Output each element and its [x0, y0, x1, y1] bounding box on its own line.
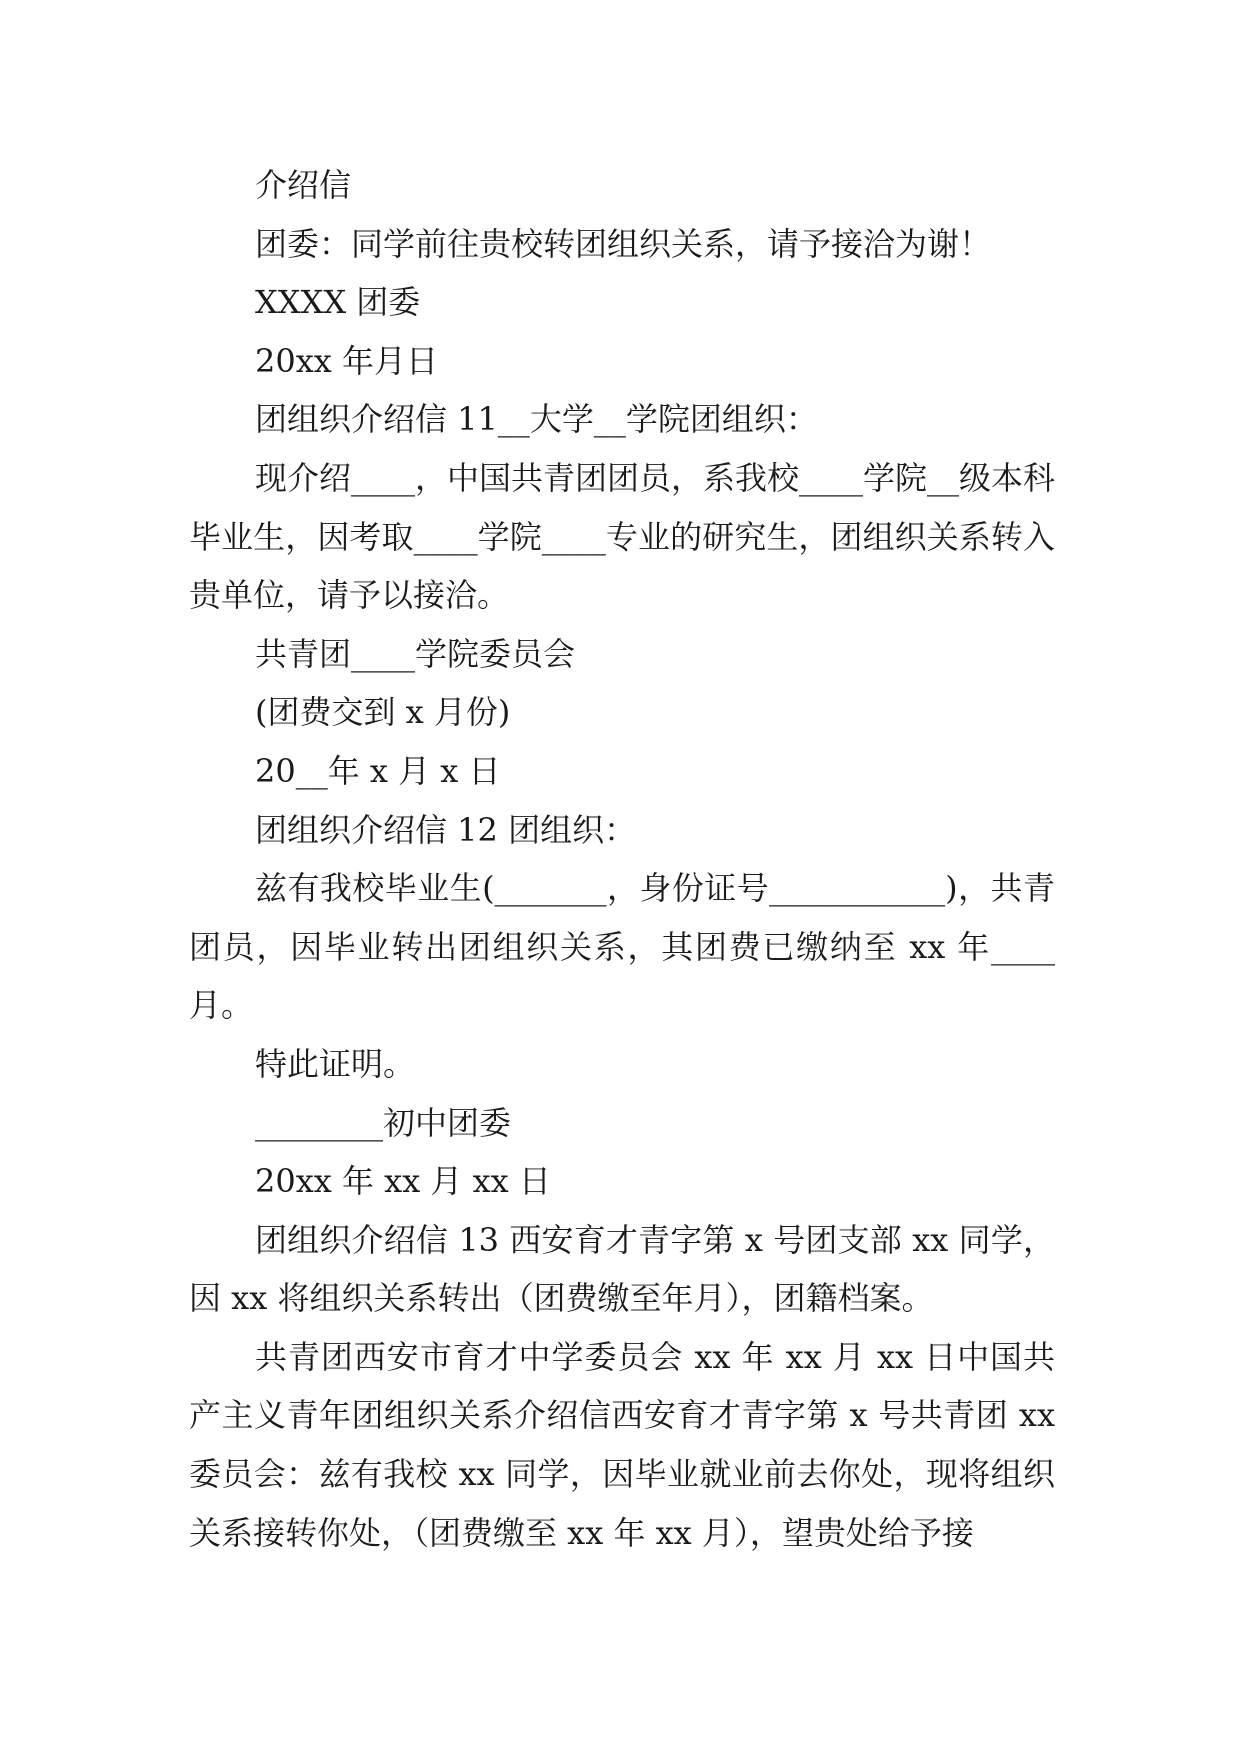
- document-body: [189, 156, 1055, 1562]
- paragraph: 共青团西安市育才中学委员会 xx 年 xx 月 xx 日中国共产主义青年团组织关系介绍信西安育才青字第 x 号共青团 xx 委员会：兹有我校 xx 同学，因毕业就业前去你处，现将组织关系接转你处，（团费缴至 xx 年 xx 月），望贵处给予接: [189, 1337, 1055, 1552]
- signature-date: 20xx 年月日: [255, 341, 438, 380]
- paragraph: 团组织介绍信 12 团组织：: [255, 810, 637, 849]
- paragraph: 兹有我校毕业生(_______，身份证号___________)，共青团员，因毕业转出团组织关系，其团费已缴纳至 xx 年____月。: [189, 869, 1055, 1025]
- signature-date: 20xx 年 xx 月 xx 日: [255, 1162, 551, 1201]
- signature-org: XXXX 团委: [255, 283, 421, 322]
- signature-date: 20__年 x 月 x 日: [255, 751, 501, 790]
- paragraph: 特此证明。: [255, 1044, 416, 1083]
- letter-title: 介绍信: [255, 166, 352, 204]
- signature-org: 共青团____学院委员会: [255, 634, 576, 673]
- paragraph: 团组织介绍信 11__大学__学院团组织：: [255, 400, 818, 439]
- signature-org: ________初中团委: [255, 1103, 512, 1142]
- paragraph: 团委：同学前往贵校转团组织关系，请予接洽为谢！: [255, 224, 992, 263]
- paragraph: 团组织介绍信 13 西安育才青字第 x 号团支部 xx 同学，因 xx 将组织关系转出（团费缴至年月），团籍档案。: [189, 1220, 1055, 1318]
- paragraph: (团费交到 x 月份): [255, 693, 511, 732]
- paragraph: 现介绍____，中国共青团团员，系我校____学院__级本科毕业生，因考取____学院____专业的研究生，团组织关系转入贵单位，请予以接洽。: [189, 458, 1056, 615]
